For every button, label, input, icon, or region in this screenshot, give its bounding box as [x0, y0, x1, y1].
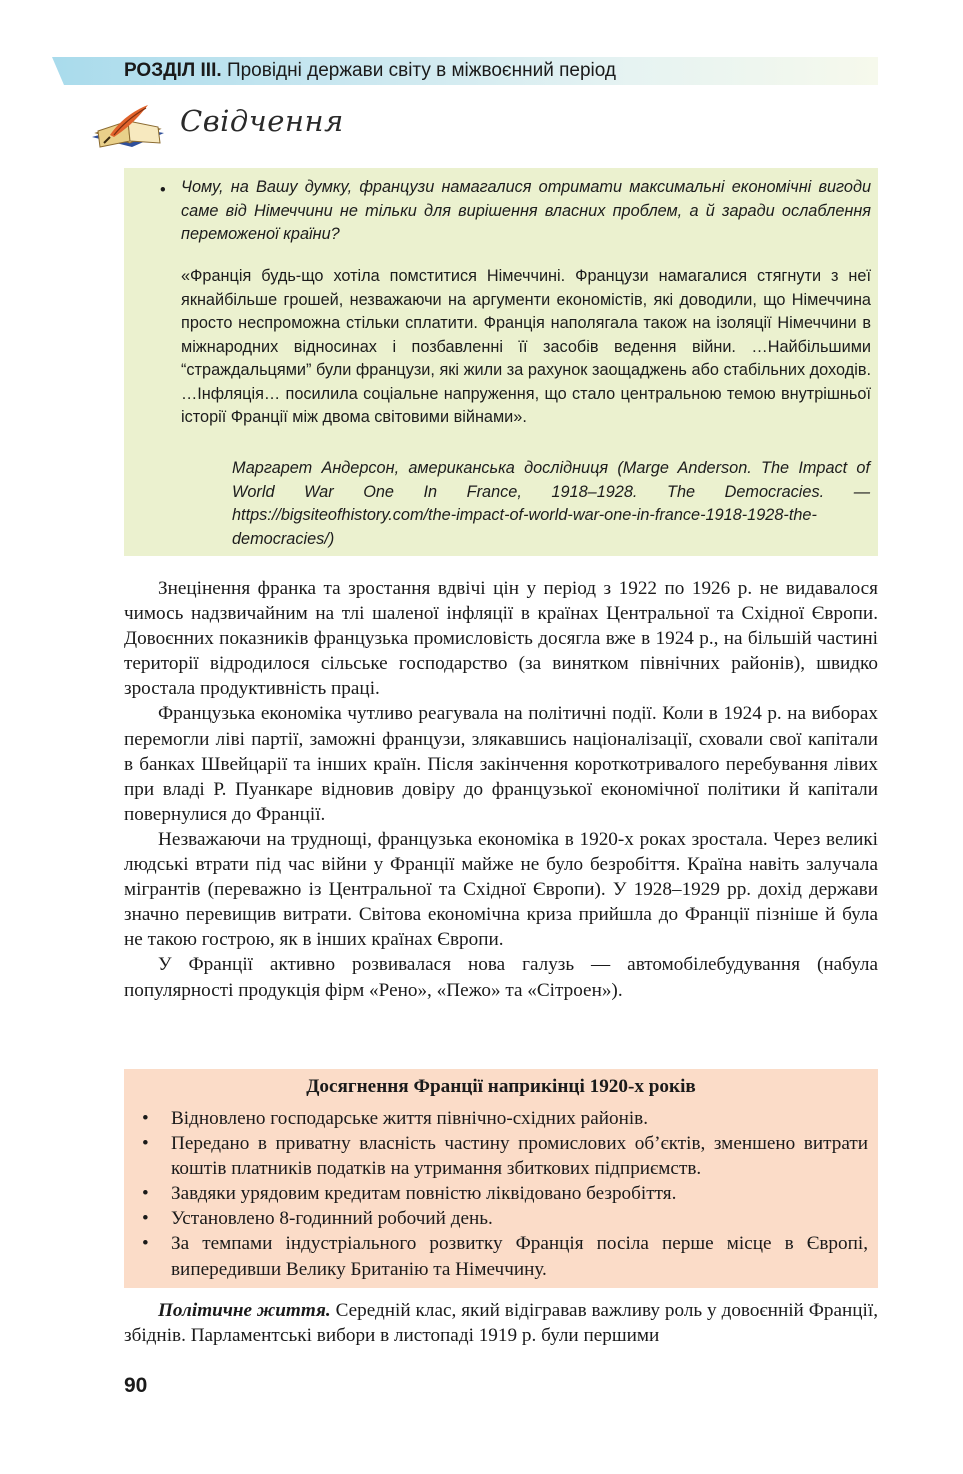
- book-quill-icon: [88, 103, 168, 163]
- evidence-quote: «Франція будь-що хотіла помститися Німеччині. Французи намагалися стягнути з неї якнайбільше грошей, незважаючи на аргументи економістів, які доводили, що Німеччина просто неспроможна стільки сплатити. Франція наполягала також на ізоляції Німеччини в міжнародних відносинах і позбавленні її засобів ведення війни. …Найбільшими “страждальцями” були французи, які жили за рахунок заощаджень або стабільних доходів. …Інфляція… посилила соціальне напруження, що стало центральною темою внутрішньої історії Франції між двома світовими війнами».: [181, 267, 871, 426]
- list-item: • Установлено 8-годинний робочий день.: [142, 1208, 493, 1230]
- body-paragraphs: [124, 576, 878, 1003]
- list-item: • Завдяки урядовим кредитам повністю ліквідовано безробіття.: [142, 1183, 677, 1205]
- paragraph: У Франції активно розвивалася нова галузь — автомобілебудування (набула популярності продукція фірм «Рено», «Пежо» та «Сітроен»).: [124, 954, 878, 1001]
- paragraph: Знецінення франка та зростання вдвічі цін у період з 1922 по 1926 р. не видавалося чимось надзвичайним на тлі шаленої інфляції в країнах Центральної та Східної Європи. Довоєнних показників французька промисловість досягла вже в 1924 р., на більшій частині території відродилося сільське господарство (за винятком північних районів), швидко зростала продуктивність праці.: [124, 578, 878, 700]
- achievements-list: [140, 1106, 868, 1282]
- evidence-title: Свідчення: [180, 104, 344, 138]
- list-item: • Відновлено господарське життя північно-східних районів.: [142, 1108, 649, 1129]
- list-item: • За темпами індустріального розвитку Франція посіла перше місце в Європі, випередивши Велику Британію та Німеччину.: [142, 1233, 868, 1280]
- achievements-title: Досягнення Франції наприкінці 1920-х років: [306, 1076, 696, 1097]
- page-number: 90: [124, 1374, 148, 1397]
- section-header: [124, 60, 616, 82]
- question-bullet: •: [160, 181, 166, 199]
- evidence-question: Чому, на Вашу думку, французи намагалися отримати максимальні економічні вигоди саме від Німеччини не тільки для вирішення власних проблем, а й заради ослаблення переможеної країни?: [181, 178, 871, 243]
- section-title: Провідні держави світу в міжвоєнний період: [226, 60, 616, 81]
- paragraph: Французька економіка чутливо реагувала на політичні події. Коли в 1924 р. на виборах перемогли ліві партії, заможні французи, злякавшись націоналізації, сховали свої капітали в банках Швейцарії та інших країн. Після закінчення короткотривалого перебування лівих при владі Р. Пуанкаре відновив довіру до французької економічної політики й капітали повернулися до Франції.: [124, 703, 878, 825]
- section-label: РОЗДІЛ III.: [124, 60, 222, 81]
- paragraph: Незважаючи на труднощі, французька економіка в 1920-х роках зростала. Через великі людські втрати під час війни у Франції майже не було безробіття. Країна навіть залучала мігрантів (переважно із Центральної та Східної Європи). У 1928–1929 рр. дохід держави значно перевищив витрати. Світова економічна криза прийшла до Франції пізніше й була не такою гострою, як в інших країнах Європи.: [124, 828, 878, 951]
- list-item: • Передано в приватну власність частину промислових об’єктів, зменшено витрати коштів платників податків на утримання збиткових підприємств.: [142, 1133, 868, 1180]
- political-life-paragraph: [124, 1298, 878, 1348]
- political-life-heading: Політичне життя.: [158, 1300, 331, 1321]
- evidence-citation: Маргарет Андерсон, американська дослідниця (Marge Anderson. The Impact of World War One In France, 1918–1928. The Democracies. — https://bigsiteofhistory.com/the-impact-of-world-war-one-in-france-1918-1928-the-democracies/): [232, 459, 870, 548]
- political-life-text: Середній клас, який відігравав важливу роль у довоєнній Франції, збіднів. Парламентські вибори в листопаді 1919 р. були першими: [124, 1300, 878, 1347]
